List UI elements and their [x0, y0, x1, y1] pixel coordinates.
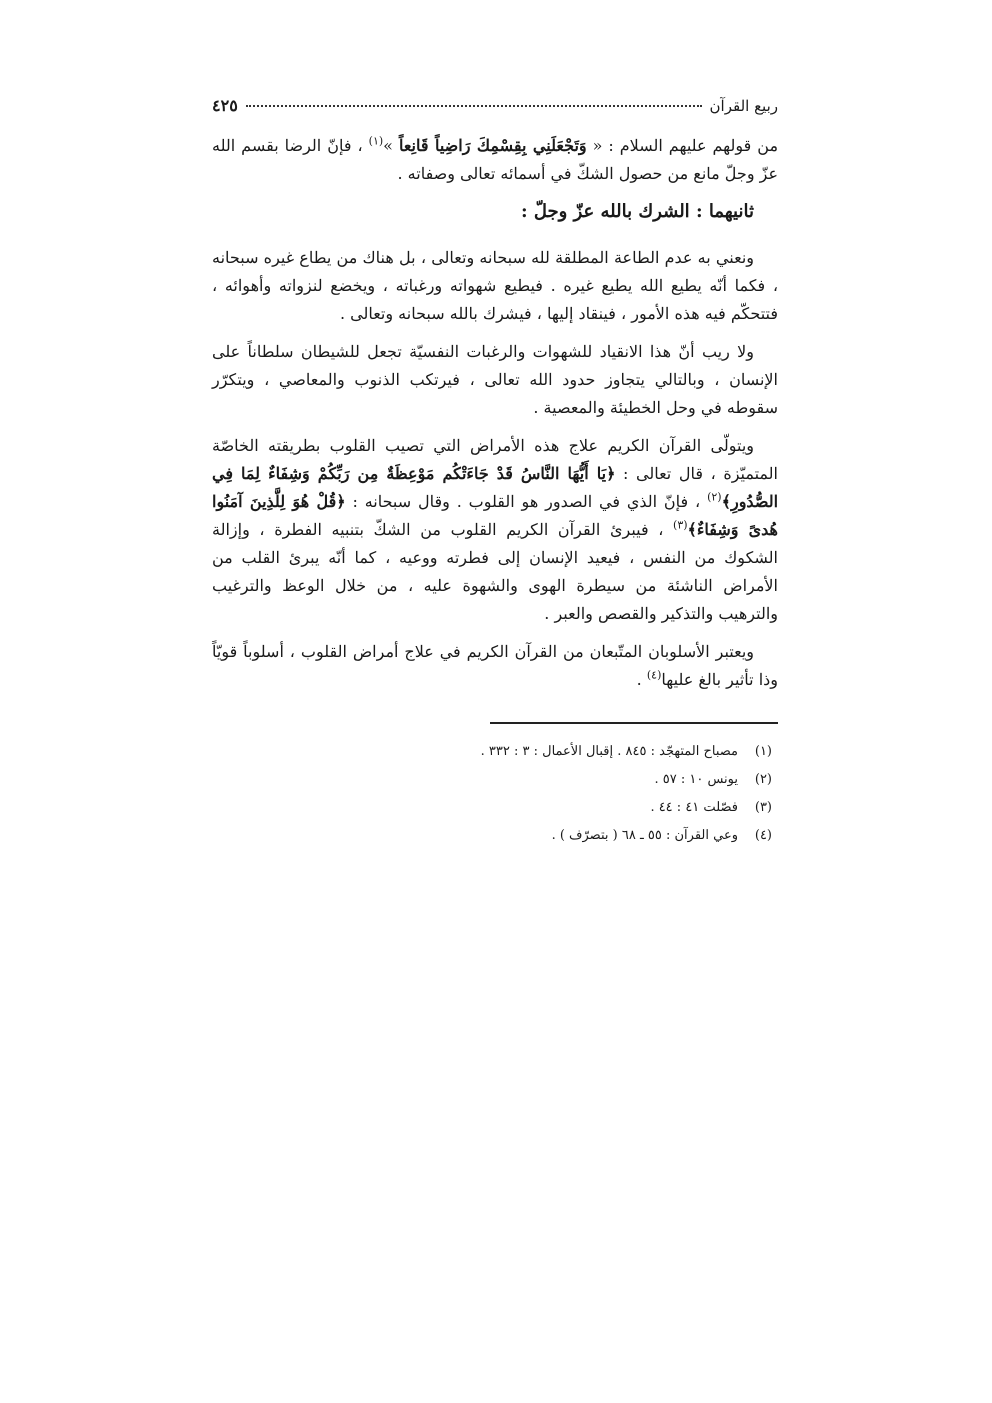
footnote-text: فصّلت ٤١ : ٤٤ . [650, 800, 738, 815]
footnote-number: (١) [754, 744, 772, 759]
footnote-4 [212, 822, 772, 850]
paragraph-5 [212, 638, 778, 694]
footnote-number: (٤) [754, 828, 772, 843]
leader-dots [246, 105, 702, 107]
paragraph-2: ونعني به عدم الطاعة المطلقة لله سبحانه وتعالى ، بل هناك من يطاع غيره سبحانه ، فكما أنّه يطيع الله يطيع غيره . فيطيع شهواته ورغباته ، ويخضع لنزواته وأهوائه ، فتتحكّم فيه هذه الأمور ، فينقاد إليها ، فيشرك بالله سبحانه وتعالى . [212, 248, 778, 323]
footnotes [212, 738, 778, 850]
running-head [212, 96, 778, 132]
footnote-number: (٢) [754, 772, 772, 787]
paragraph-4 [212, 432, 778, 628]
footnote-2 [212, 766, 772, 794]
p4-quran-quote-2: ﴿قُلْ هُوَ لِلَّذِينَ آمَنُوا هُدىً وَشِفَاءٌ﴾ [212, 492, 778, 539]
p5-end: . [636, 670, 647, 689]
p1-quote-close: » [383, 136, 399, 155]
paragraph-3: ولا ريب أنّ هذا الانقياد للشهوات والرغبات النفسيّة تجعل للشيطان سلطاناً على الإنسان ، وبالتالي يتجاوز حدود الله تعالى ، فيرتكب الذنوب والمعاصي ، ويتكرّر سقوطه في وحل الخطيئة والمعصية . [212, 342, 778, 417]
p4-text-a: ويتولّى القرآن الكريم علاج هذه الأمراض التي تصيب القلوب بطريقته الخاصّة المتميّزة ، قال تعالى : [212, 436, 779, 483]
footnote-text: مصباح المتهجّد : ٨٤٥ . إقبال الأعمال : ٣ : ٣٣٢ . [480, 744, 738, 759]
p4-text-b: ، فإنّ الذي في الصدور هو القلوب . وقال سبحانه : [345, 492, 708, 511]
p1-quote: وَتَجْعَلَنِي بِقِسْمِكَ رَاضِياً قَانِعاً [398, 136, 587, 155]
footnote-1 [212, 738, 772, 766]
footnote-number: (٣) [754, 800, 772, 815]
p1-pre: من قولهم عليهم السلام : « [586, 136, 779, 155]
paragraph-1 [212, 132, 778, 188]
p4-text-c: ، فيبرئ القرآن الكريم القلوب من الشكّ بتنبيه الفطرة ، وإزالة الشكوك من النفس ، فيعيد الإنسان إلى فطرته ووعيه ، كما أنّه يبرئ القلب من الأمراض الناشئة من سيطرة الهوى والشهوة عليه ، من خلال الوعظ والترغيب والترهيب والتذكير والقصص والعبر . [212, 520, 778, 623]
book-page [212, 96, 778, 850]
footnote-text: يونس ١٠ : ٥٧ . [654, 772, 738, 787]
section-heading: ثانيهما : الشرك بالله عزّ وجلّ : [520, 201, 754, 222]
footnote-ref-1[interactable]: (١) [368, 134, 384, 148]
footnote-separator [490, 722, 778, 724]
footnote-3 [212, 794, 772, 822]
body-text [212, 132, 778, 694]
running-head-title: ربيع القرآن [709, 97, 778, 115]
p5-text: ويعتبر الأسلوبان المتّبعان من القرآن الكريم في علاج أمراض القلوب ، أسلوباً قويّاً وذا تأثير بالغ عليها [212, 642, 778, 689]
footnote-ref-4[interactable]: (٤) [646, 668, 662, 682]
p4-quran-quote-1: ﴿يَا أَيُّهَا النَّاسُ قَدْ جَاءَتْكُم مَوْعِظَةٌ مِن رَبِّكُمْ وَشِفَاءٌ لِمَا فِي الصُّدُورِ﴾ [212, 464, 779, 511]
p1-post: ، فإنّ الرضا بقسم الله عزّ وجلّ مانع من حصول الشكّ في أسمائه تعالى وصفاته . [212, 136, 778, 183]
footnote-text: وعي القرآن : ٥٥ ـ ٦٨ ( بتصرّف ) . [551, 828, 738, 843]
footnote-ref-2[interactable]: (٢) [707, 490, 722, 504]
page-number: ٤٢٥ [212, 96, 238, 115]
footnote-ref-3[interactable]: (٣) [673, 518, 688, 532]
